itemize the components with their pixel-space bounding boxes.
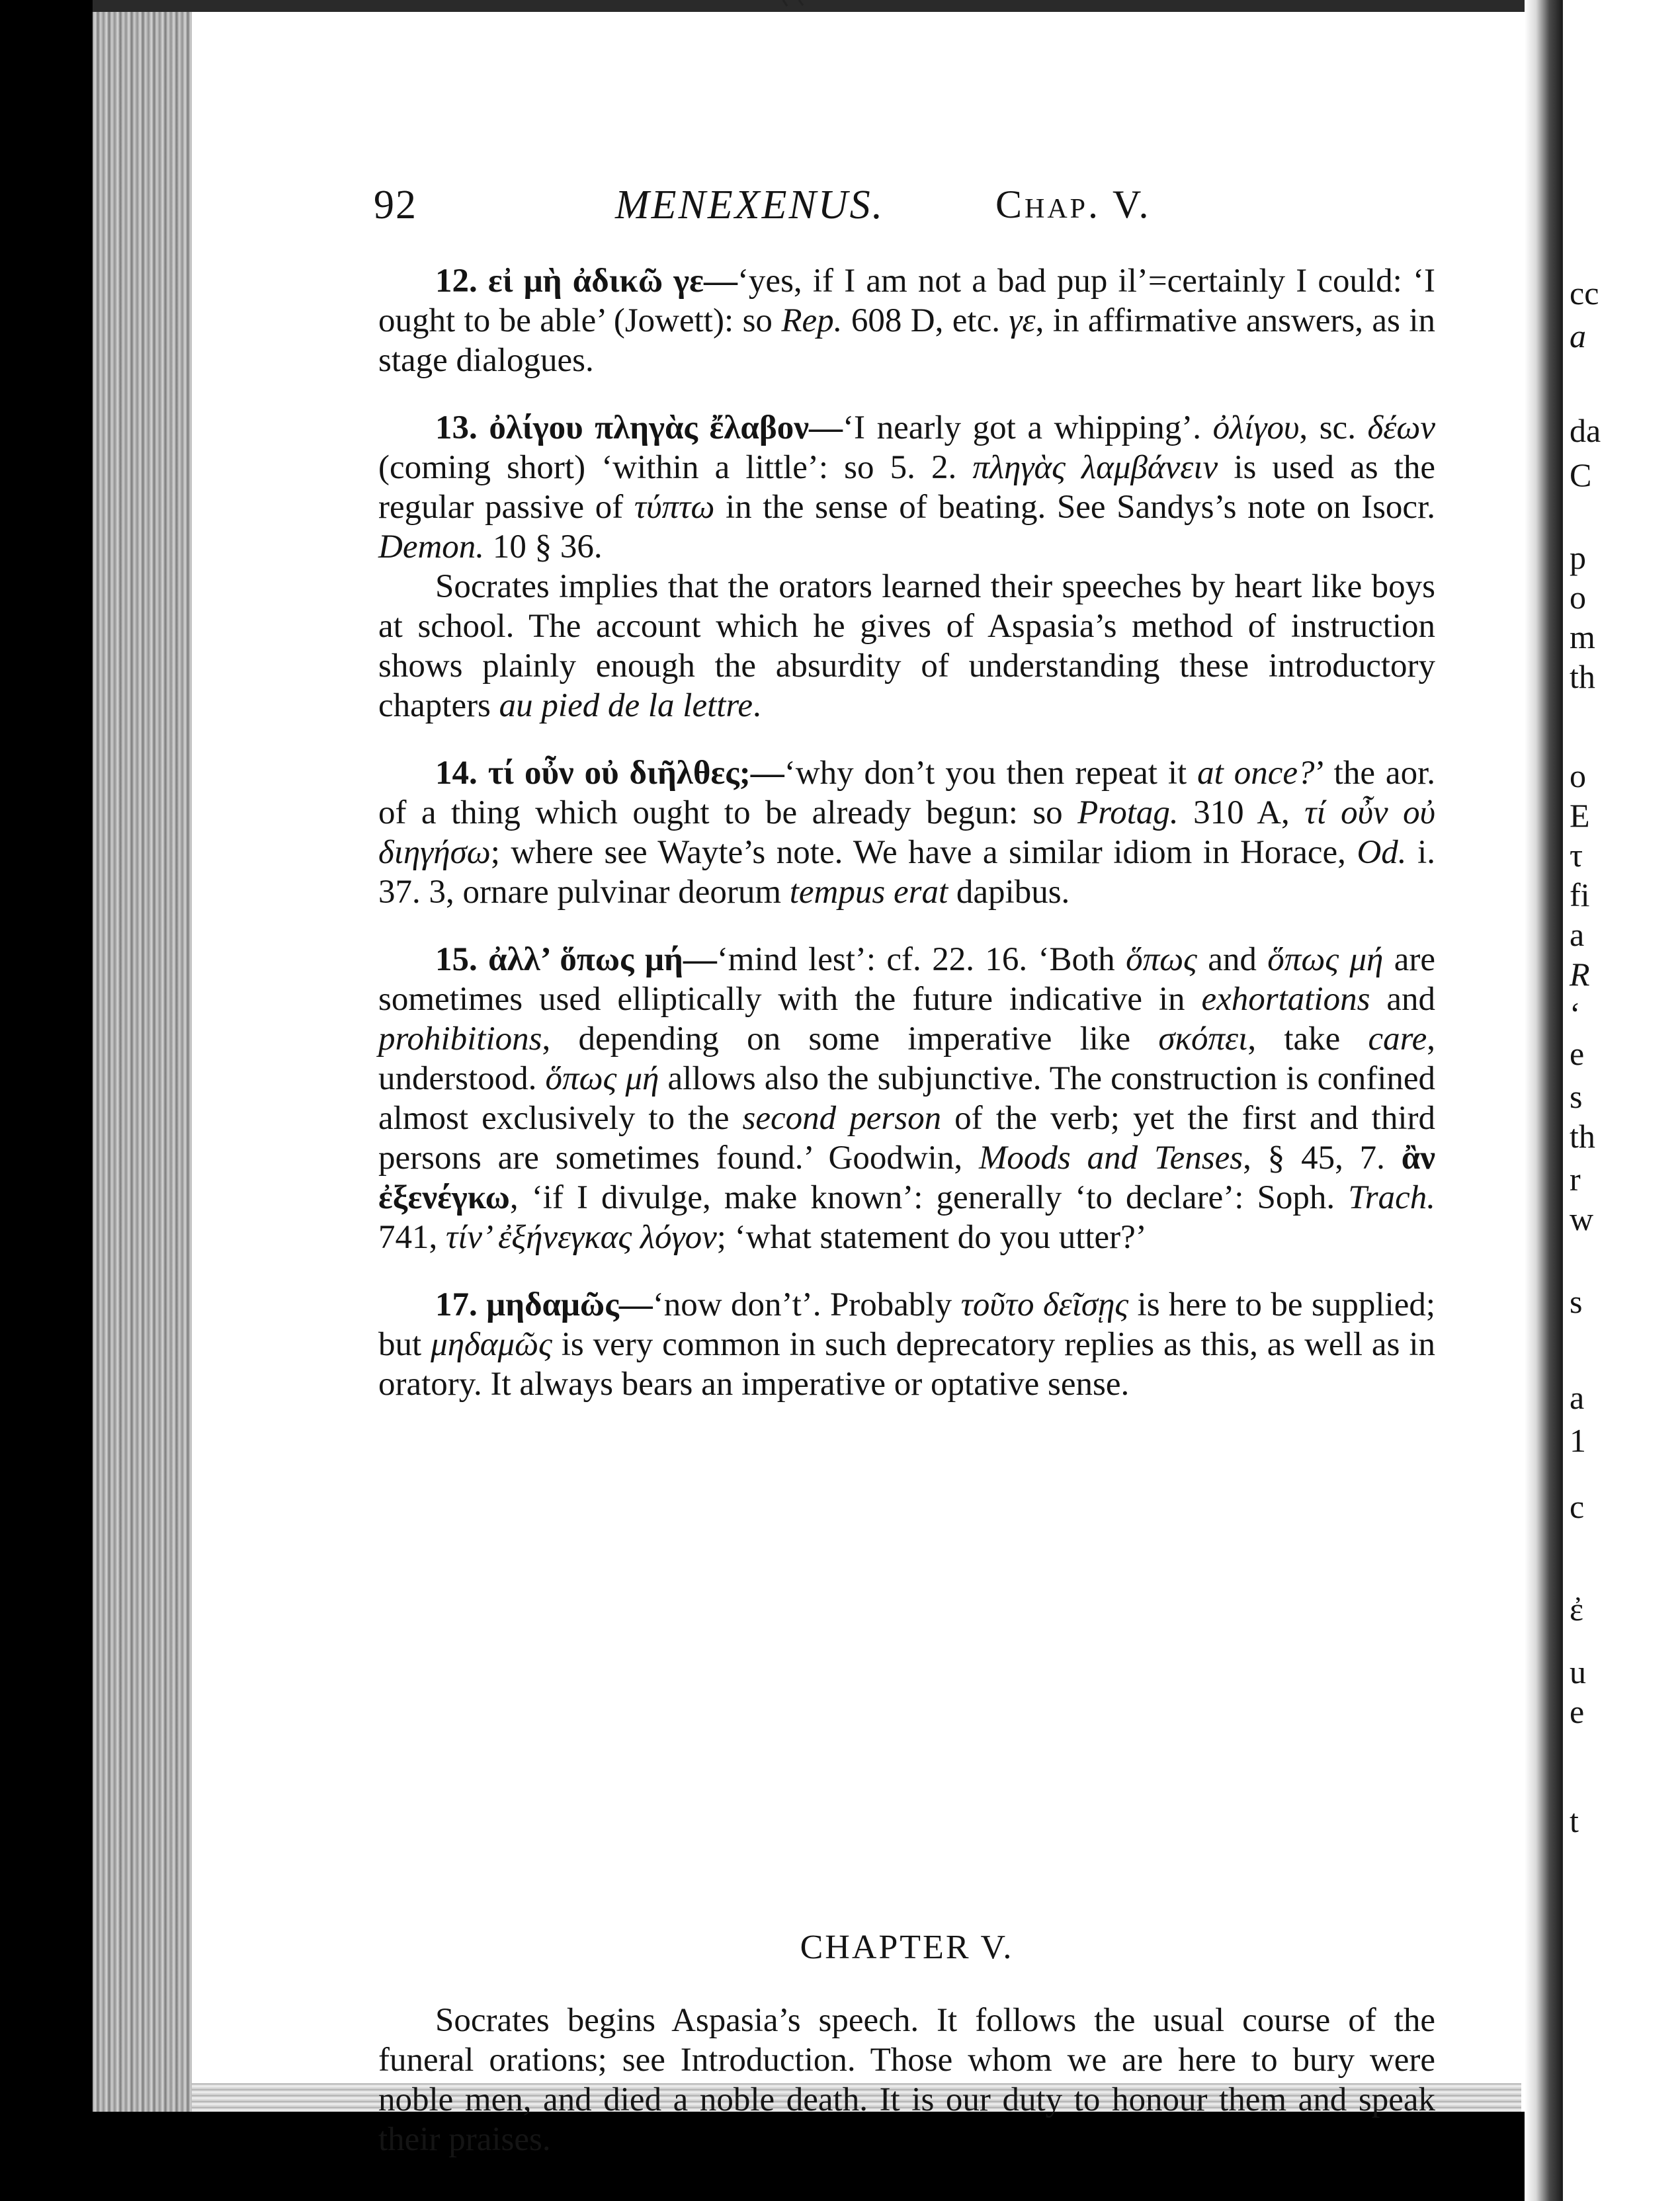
book-page-edges [93,12,192,2112]
facing-page-fragment-text: a [1570,916,1585,953]
greek-word: ὅπως μή [545,1060,659,1097]
greek-word: τύπτω [634,489,715,526]
note-lemma: 13. ὀλίγου πληγὰς ἔλαβον— [435,409,843,446]
greek-word: ὅπως μή [1267,941,1384,978]
facing-page-fragment-text: t [1570,1802,1579,1839]
italic-phrase: prohibitions [378,1020,542,1058]
scan-top-border [93,0,1525,12]
greek-word: μηδαμῶς [431,1326,552,1363]
facing-page-fragment-text: cc [1570,274,1599,311]
facing-page-fragment-text: da [1570,412,1601,449]
facing-page-fragment-text: c [1570,1488,1585,1525]
running-head [374,182,1452,241]
facing-page-fragment-text: ἐ [1570,1591,1583,1628]
note-text: , in affirmative answers, as in stage dialogues. [378,302,1436,379]
facing-page-fragment-text: C [1570,456,1592,493]
greek-word: τί οὖν οὐ διηγήσω [378,794,1435,871]
note-text: 10 § 36. [484,528,603,565]
facing-page-fragment-text: s [1570,1078,1583,1115]
greek-word: πληγὰς λαμβάνειν [972,449,1218,486]
italic-phrase: au pied de la lettre [499,687,753,724]
note-text: ; ‘what statement do you utter?’ [716,1219,1147,1256]
facing-page-fragment-text: o [1570,579,1586,616]
note-text: and [1370,981,1435,1018]
italic-phrase: care [1368,1020,1427,1058]
facing-page-fragment-text: th [1570,658,1595,695]
greek-word: τοῦτο δεῖσῃς [960,1286,1129,1323]
note-text: ‘mind lest’: cf. 22. 16. ‘Both [716,941,1126,978]
note-text: 741, [378,1219,446,1256]
greek-word: ὀλίγου [1212,409,1300,446]
chapter-summary: Socrates begins Aspasia’s speech. It follows the usual course of the funeral orations; see Introduction. Those whom we are here to bury were noble men, and died a noble death. It is our duty to honour them and speak their praises. [378,2002,1435,2158]
note-text: Socrates implies that the orators learned their speeches by heart like boys at school. The account which he gives of Aspasia’s method of instruction shows plainly enough the absurdity of understanding these introductory chapters [378,568,1435,724]
note-text: are sometimes used elliptically with the future indicative in [378,941,1435,1018]
note-13 [378,408,1435,567]
italic-phrase: tempus erat [789,874,948,911]
facing-page-fragment-text: ‘ [1570,995,1581,1032]
note-text: . [753,687,761,724]
note-reference: Od. [1357,834,1407,871]
note-lemma: 15. ἀλλ’ ὅπως μή— [435,941,717,978]
note-text: ‘yes, if I am not a bad pup il’=certainly I could: ‘I ought to be able’ (Jowett): so [378,263,1435,339]
commentary-text [378,261,1436,2158]
scan-left-border [0,0,93,2201]
greek-word: δέων [1367,409,1435,446]
greek-word: ὅπως [1126,941,1197,978]
facing-page-fragment-text: E [1570,797,1590,834]
facing-page-fragment-text: r [1570,1161,1581,1198]
facing-page-fragment-text: m [1570,618,1595,655]
scan-mark [780,0,807,7]
note-reference: Moods and Tenses [978,1140,1243,1177]
note-12 [378,261,1435,380]
note-text: ’ the aor. of a thing which ought to be already begun: so [378,755,1435,831]
note-reference: Trach. [1348,1179,1435,1216]
facing-page-fragment-text: o [1570,757,1586,794]
greek-word: τίν’ ἐξήνεγκας λόγον [446,1219,717,1256]
facing-page-fragment-text: fi [1570,876,1590,913]
note-text: , take [1247,1020,1368,1058]
note-text: and [1197,941,1268,978]
facing-page-text-fragments [1563,0,1680,2201]
note-text: dapibus. [948,874,1070,911]
note-text: ‘now don’t’. Probably [652,1286,961,1323]
note-text: , depending on some imperative like [542,1020,1159,1058]
note-text: i. 37. 3, ornare pulvinar deorum [378,834,1436,911]
note-13-continuation [378,567,1435,726]
facing-page-fragment-text: R [1570,956,1590,993]
greek-word: σκόπει [1158,1020,1248,1058]
note-text: ; where see Wayte’s note. We have a similar idiom in Horace, [490,834,1357,871]
facing-page-fragment-text: p [1570,539,1586,576]
note-text: is used as the regular passive of [378,449,1435,526]
facing-page-fragment-text: th [1570,1118,1595,1155]
facing-page-fragment-text: 1 [1570,1422,1586,1459]
note-text: 310 A, [1178,794,1305,831]
book-gutter [1525,0,1563,2201]
chapter-reference: Chap. V. [995,183,1152,226]
note-text: (coming short) ‘within a little’: so 5. 2. [378,449,973,486]
facing-page-fragment-text: τ [1570,837,1583,874]
note-text: , ‘if I divulge, make known’: generally ‘to declare’: Soph. [509,1179,1349,1216]
italic-phrase: exhortations [1201,981,1370,1018]
note-text: allows also the subjunctive. The construction is confined almost exclusively to the [378,1060,1435,1137]
note-text: of the verb; yet the first and third persons are sometimes found.’ Goodwin, [378,1100,1435,1177]
note-lemma: 12. εἰ μὴ ἀδικῶ γε— [435,263,737,300]
note-text: ‘why don’t you then repeat it [784,755,1198,792]
chapter-heading: CHAPTER V. [800,1929,1014,1966]
facing-page-fragment-text: a [1570,1379,1585,1416]
greek-word: γε [1009,302,1036,339]
italic-phrase: at once? [1197,755,1315,792]
note-reference: Protag. [1077,794,1179,831]
page-number: 92 [374,183,417,228]
note-text: is here to be supplied; but [378,1286,1435,1363]
facing-page-fragment-text: e [1570,1035,1585,1072]
chapter-summary-block [378,2001,1435,2159]
facing-page-fragment-text: w [1570,1200,1594,1237]
note-text: in the sense of beating. See Sandys’s note on Isocr. [714,489,1435,526]
note-lemma: 14. τί οὖν οὐ διῆλθες;— [435,755,784,792]
facing-page-fragment-text: u [1570,1653,1586,1690]
note-reference: Rep. [781,302,843,339]
note-text: , § 45, 7. [1243,1140,1402,1177]
note-text: , understood. [378,1020,1436,1097]
note-14 [378,753,1435,912]
facing-page-fragment-text: e [1570,1693,1585,1730]
facing-page-fragment-text: a [1570,317,1586,354]
note-text: 608 D, etc. [842,302,1009,339]
note-reference: Demon. [378,528,485,565]
note-lemma: ἂν ἐξενέγκω [378,1140,1435,1216]
note-17 [378,1285,1435,1404]
note-lemma: 17. μηδαμῶς— [435,1286,653,1323]
facing-page-fragment-text: s [1570,1283,1583,1320]
note-text: ‘I nearly got a whipping’. [843,409,1213,446]
book-title: MENEXENUS. [615,183,885,228]
facing-page-fragment [1563,0,1680,2201]
note-text: is very common in such deprecatory replies as this, as well as in oratory. It always bears an imperative or optative sense. [378,1326,1435,1403]
italic-phrase: second person [742,1100,942,1137]
note-text: , sc. [1299,409,1368,446]
note-15 [378,940,1435,1257]
